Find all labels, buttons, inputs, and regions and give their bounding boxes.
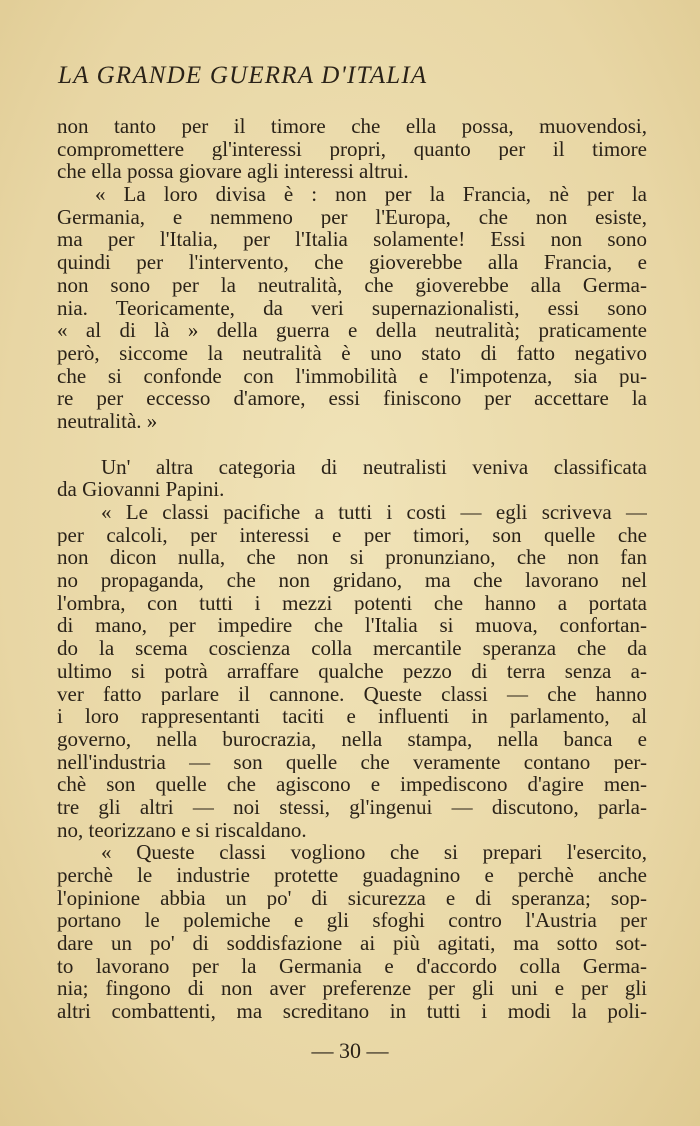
text-line: portano le polemiche e gli sfoghi contro l'Austria per <box>57 909 647 933</box>
text-line: governo, nella burocrazia, nella stampa, nella banca e <box>57 727 647 751</box>
text-line: Germania, e nemmeno per l'Europa, che non esiste, <box>57 205 647 229</box>
text-line: perchè le industrie protette guadagnino e perchè anche <box>57 864 647 887</box>
text-line: nia. Teoricamente, da veri supernazionalisti, essi sono <box>57 296 647 320</box>
text-line: ultimo si potrà arraffare qualche pezzo di terra senza a- <box>57 659 647 683</box>
paragraph <box>57 501 647 841</box>
text-line: tre gli altri — noi stessi, gl'ingenui — discutono, parla- <box>57 795 647 819</box>
text-line: no propaganda, che non gridano, ma che lavorano nel <box>57 569 647 592</box>
paragraph <box>57 456 647 501</box>
body-text <box>57 115 647 1023</box>
text-line: Un' altra categoria di neutralisti veniva classificata <box>101 455 647 479</box>
text-line: l'ombra, con tutti i mezzi potenti che hanno a portata <box>57 591 647 615</box>
text-line: per calcoli, per interessi e per timori, son quelle che <box>57 523 647 547</box>
text-line: da Giovanni Papini. <box>57 478 225 501</box>
text-line: « Le classi pacifiche a tutti i costi — egli scriveva — <box>101 501 647 524</box>
text-line: quindi per l'intervento, che gioverebbe alla Francia, e <box>57 251 647 274</box>
text-line: re per eccesso d'amore, essi finiscono per accettare la <box>57 387 647 410</box>
text-line: ver fatto parlare il cannone. Queste classi — che hanno <box>57 682 647 706</box>
text-line: l'opinione abbia un po' di sicurezza e di speranza; sop- <box>57 886 647 910</box>
text-line: « La loro divisa è : non per la Francia, nè per la <box>95 183 647 206</box>
text-line: di mano, per impedire che l'Italia si muova, confortan- <box>57 614 647 638</box>
text-line: che ella possa giovare agli interessi altrui. <box>57 160 409 184</box>
paragraph-gap <box>57 433 647 456</box>
text-line: che si confonde con l'immobilità e l'impotenza, sia pu- <box>57 364 647 388</box>
text-line: dare un po' di soddisfazione ai più agitati, ma sotto sot- <box>57 932 647 955</box>
paragraph <box>57 183 647 433</box>
paragraph <box>57 841 647 1023</box>
text-line: no, teorizzano e si riscaldano. <box>57 818 307 842</box>
text-line: non dicon nulla, che non si pronunziano, che non fan <box>57 546 647 570</box>
text-line: « al di là » della guerra e della neutralità; praticamente <box>57 319 647 342</box>
text-line: « Queste classi vogliono che si prepari l'esercito, <box>101 841 647 864</box>
text-line: non sono per la neutralità, che gioverebbe alla Germa- <box>57 273 647 297</box>
text-line: però, siccome la neutralità è uno stato di fatto negativo <box>57 341 647 365</box>
running-head: LA GRANDE GUERRA D'ITALIA <box>58 62 428 89</box>
text-line: neutralità. » <box>57 409 158 433</box>
text-line: nell'industria — son quelle che veramente contano per- <box>57 750 647 774</box>
text-line: i loro rappresentanti taciti e influenti in parlamento, al <box>57 705 647 728</box>
page-number: — 30 — <box>311 1038 389 1063</box>
text-line: altri combattenti, ma screditano in tutti i modi la poli- <box>57 1000 647 1023</box>
text-line: chè son quelle che agiscono e impediscono d'agire men- <box>57 773 647 796</box>
text-line: to lavorano per la Germania e d'accordo colla Germa- <box>57 954 647 978</box>
text-line: ma per l'Italia, per l'Italia solamente! Essi non sono <box>57 228 647 252</box>
text-line: non tanto per il timore che ella possa, muovendosi, <box>57 115 647 138</box>
text-line: do la scema coscienza colla mercantile speranza che da <box>57 637 647 660</box>
text-line: nia; fingono di non aver preferenze per gli uni e per gli <box>57 977 647 1001</box>
text-line: compromettere gl'interessi propri, quanto per il timore <box>57 137 647 161</box>
paragraph <box>57 115 647 183</box>
